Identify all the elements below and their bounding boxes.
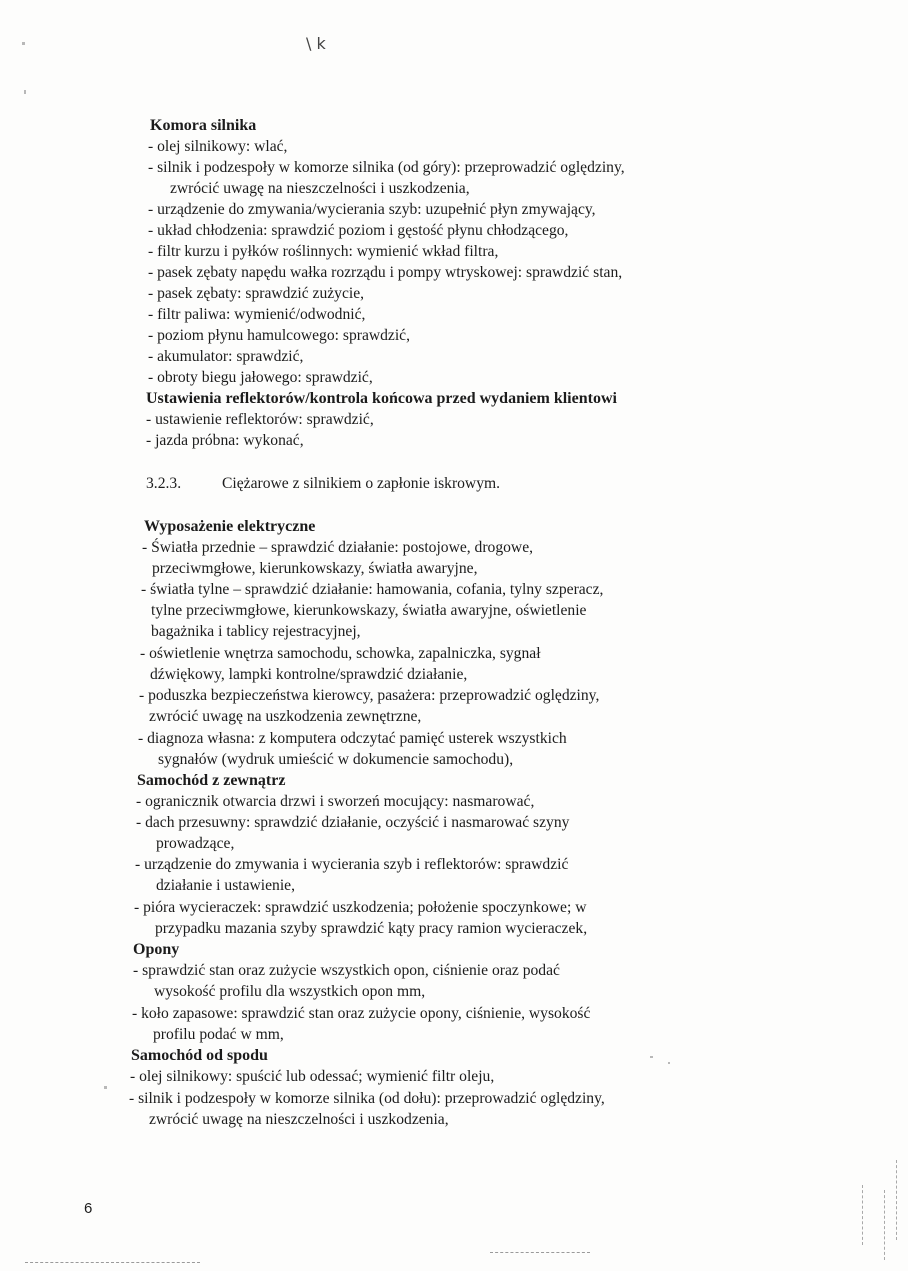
scan-speck — [24, 90, 26, 94]
text-line: - olej silnikowy: spuścić lub odessać; wymienić filtr oleju, — [130, 1068, 495, 1085]
scan-edge-line — [490, 1252, 590, 1254]
text-line: - dach przesuwny: sprawdzić działanie, oczyścić i nasmarować szyny — [136, 814, 570, 831]
section-heading-opony: Opony — [133, 941, 180, 958]
scan-speck — [668, 1062, 670, 1064]
text-line: - filtr paliwa: wymienić/odwodnić, — [148, 306, 366, 323]
text-line: - diagnoza własna: z komputera odczytać pamięć usterek wszystkich — [138, 730, 567, 747]
page-number: 6 — [84, 1200, 93, 1217]
text-line: - pasek zębaty: sprawdzić zużycie, — [148, 285, 365, 302]
text-line: profilu podać w mm, — [153, 1026, 284, 1043]
scan-edge-line — [862, 1185, 864, 1245]
text-line: - poziom płynu hamulcowego: sprawdzić, — [148, 327, 410, 344]
section-number: 3.2.3. — [146, 475, 182, 492]
text-line: - Światła przednie – sprawdzić działanie: postojowe, drogowe, — [142, 539, 534, 556]
text-line: - oświetlenie wnętrza samochodu, schowka, zapalniczka, sygnał — [140, 645, 541, 662]
section-heading-samochod-z-zewnatrz: Samochód z zewnątrz — [137, 772, 286, 789]
scan-speck — [22, 42, 25, 45]
text-line: - silnik i podzespoły w komorze silnika (od dołu): przeprowadzić oględziny, — [129, 1090, 605, 1107]
text-line: tylne przeciwmgłowe, kierunkowskazy, światła awaryjne, oświetlenie — [151, 602, 587, 619]
text-line: - urządzenie do zmywania i wycierania szyb i reflektorów: sprawdzić — [135, 856, 569, 873]
text-line: - urządzenie do zmywania/wycierania szyb: uzupełnić płyn zmywający, — [148, 201, 596, 218]
text-line: - akumulator: sprawdzić, — [148, 348, 304, 365]
text-line: zwrócić uwagę na nieszczelności i uszkodzenia, — [149, 1111, 449, 1128]
text-line: - silnik i podzespoły w komorze silnika (od góry): przeprowadzić oględziny, — [148, 159, 625, 176]
scan-speck — [104, 1086, 107, 1089]
text-line: - pasek zębaty napędu wałka rozrządu i pompy wtryskowej: sprawdzić stan, — [148, 264, 623, 281]
scan-edge-line — [25, 1262, 200, 1264]
text-line: działanie i ustawienie, — [156, 877, 295, 894]
text-line: przeciwmgłowe, kierunkowskazy, światła awaryjne, — [152, 560, 478, 577]
scan-edge-line — [896, 1160, 898, 1240]
text-line: - poduszka bezpieczeństwa kierowcy, pasażera: przeprowadzić oględziny, — [139, 687, 600, 704]
section-title: Ciężarowe z silnikiem o zapłonie iskrowym. — [222, 475, 501, 492]
section-heading-samochod-od-spodu: Samochód od spodu — [131, 1047, 268, 1064]
text-line: - ustawienie reflektorów: sprawdzić, — [146, 411, 374, 428]
text-line: - światła tylne – sprawdzić działanie: hamowania, cofania, tylny szperacz, — [141, 581, 604, 598]
text-line: przypadku mazania szyby sprawdzić kąty pracy ramion wycieraczek, — [155, 920, 588, 937]
scan-edge-line — [884, 1190, 886, 1260]
text-line: - ogranicznik otwarcia drzwi i sworzeń mocujący: nasmarować, — [136, 793, 535, 810]
section-heading-ustawienia-reflektorow: Ustawienia reflektorów/kontrola końcowa przed wydaniem klientowi — [146, 390, 617, 407]
text-line: - olej silnikowy: wlać, — [148, 138, 288, 155]
text-line: dźwiękowy, lampki kontrolne/sprawdzić działanie, — [150, 666, 468, 683]
scan-speck — [650, 1056, 653, 1058]
section-heading-komora-silnika: Komora silnika — [150, 117, 257, 134]
text-line: - układ chłodzenia: sprawdzić poziom i gęstość płynu chłodzącego, — [148, 222, 569, 239]
top-scan-mark: \ k — [306, 34, 326, 53]
text-line: - sprawdzić stan oraz zużycie wszystkich opon, ciśnienie oraz podać — [133, 962, 560, 979]
text-line: - filtr kurzu i pyłków roślinnych: wymienić wkład filtra, — [148, 243, 499, 260]
text-line: bagażnika i tablicy rejestracyjnej, — [151, 623, 361, 640]
text-line: sygnałów (wydruk umieścić w dokumencie samochodu), — [158, 751, 514, 768]
text-line: - koło zapasowe: sprawdzić stan oraz zużycie opony, ciśnienie, wysokość — [132, 1005, 591, 1022]
text-line: prowadzące, — [156, 835, 235, 852]
section-heading-wyposazenie-elektryczne: Wyposażenie elektryczne — [144, 518, 316, 535]
text-line: - pióra wycieraczek: sprawdzić uszkodzenia; położenie spoczynkowe; w — [134, 899, 587, 916]
text-line: zwrócić uwagę na nieszczelności i uszkodzenia, — [170, 180, 470, 197]
text-line: - obroty biegu jałowego: sprawdzić, — [148, 369, 373, 386]
text-line: wysokość profilu dla wszystkich opon mm, — [154, 983, 426, 1000]
text-line: zwrócić uwagę na uszkodzenia zewnętrzne, — [149, 708, 422, 725]
text-line: - jazda próbna: wykonać, — [146, 432, 304, 449]
